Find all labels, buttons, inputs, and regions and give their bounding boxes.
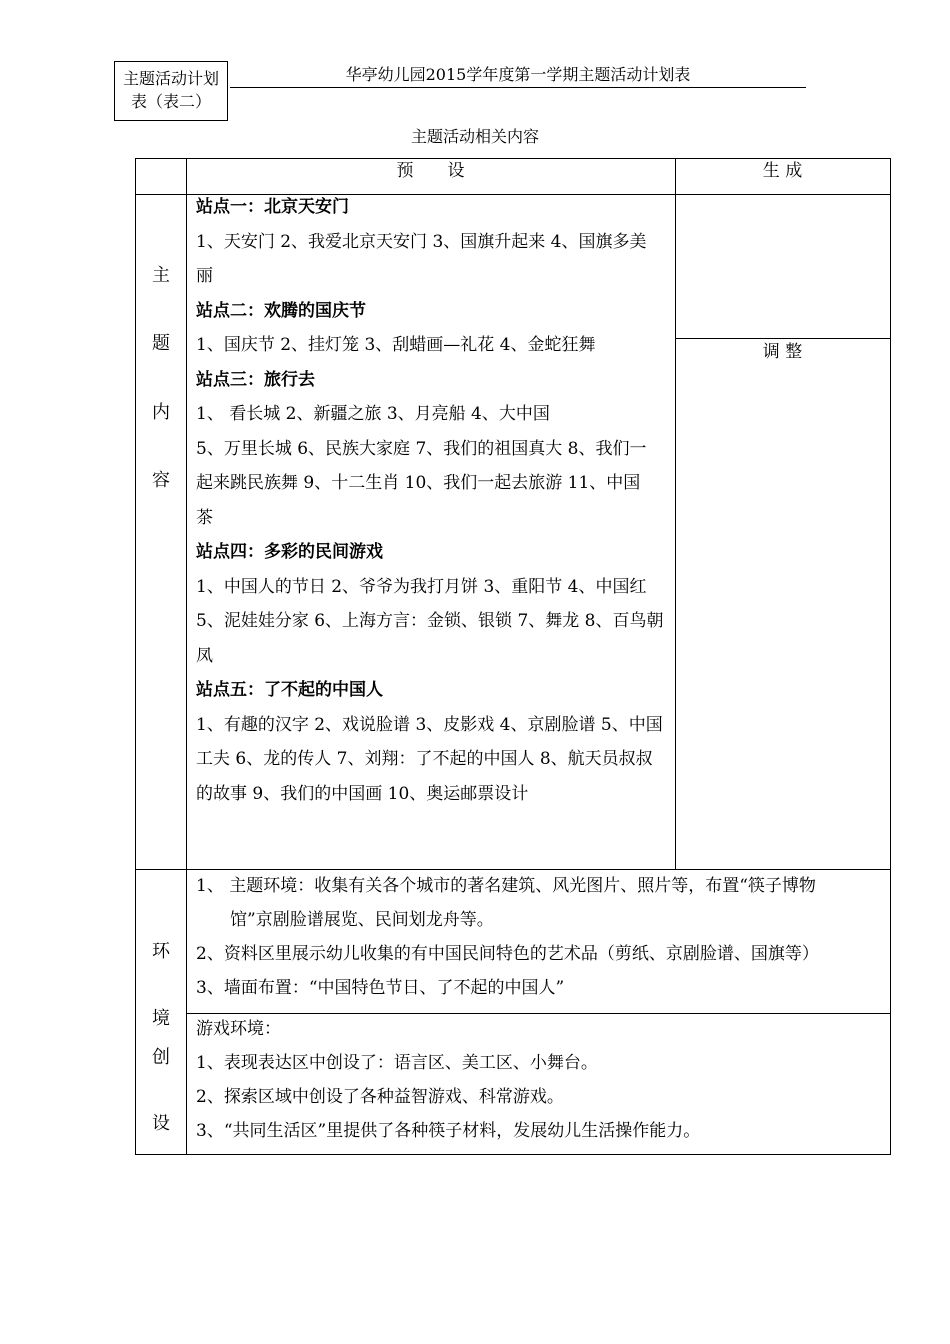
station-line: 5、万里长城 6、民族大家庭 7、我们的祖国真大 8、我们一 [196, 438, 647, 459]
env-line: 3、“共同生活区”里提供了各种筷子材料，发展幼儿生活操作能力。 [196, 1121, 701, 1141]
game-environment [196, 1012, 890, 1148]
adjust-label: 调 整 [762, 342, 803, 362]
env-line: 2、探索区域中创设了各种益智游戏、科常游戏。 [196, 1087, 564, 1107]
column-header-generated: 生 成 [762, 161, 803, 181]
station-line: 1、国庆节 2、挂灯笼 3、刮蜡画—礼花 4、金蛇狂舞 [196, 335, 596, 355]
env-label-char: 创 [152, 1047, 170, 1068]
station-line: 1、中国人的节日 2、爷爷为我打月饼 3、重阳节 4、中国红 [196, 576, 647, 597]
env-line: 3、墙面布置：“中国特色节日、了不起的中国人” [196, 978, 565, 998]
env-label-char: 境 [152, 1008, 170, 1029]
station-line: 茶 [196, 507, 213, 528]
title-underline [230, 87, 806, 88]
theme-label-char: 容 [152, 470, 170, 491]
env-line: 馆”京剧脸谱展览、民间划龙舟等。 [230, 910, 494, 930]
plan-table-label: 主题活动计划表（表二） [114, 61, 228, 121]
theme-label-char: 主 [152, 265, 170, 286]
section-subtitle: 主题活动相关内容 [410, 127, 539, 146]
station-title: 站点三：旅行去 [196, 369, 315, 390]
env-line: 1、 主题环境：收集有关各个城市的著名建筑、风光图片、照片等，布置“筷子博物 [196, 876, 816, 896]
env-label-char: 环 [152, 941, 170, 962]
column-header-preset: 预 设 [396, 161, 465, 181]
station-line: 起来跳民族舞 9、十二生肖 10、我们一起去旅游 11、中国 [196, 473, 641, 493]
station-line: 1、有趣的汉字 2、戏说脸谱 3、皮影戏 4、京剧脸谱 5、中国 [196, 714, 663, 735]
env-label-char: 设 [152, 1113, 170, 1134]
station-title: 站点一：北京天安门 [196, 197, 349, 217]
theme-environment [196, 869, 890, 1005]
station-title: 站点二：欢腾的国庆节 [196, 300, 366, 321]
station-line: 5、泥娃娃分家 6、上海方言：金锁、银锁 7、舞龙 8、百鸟朝 [196, 611, 664, 631]
env-line: 游戏环境： [196, 1019, 281, 1039]
station-line: 1、 看长城 2、新疆之旅 3、月亮船 4、大中国 [196, 404, 550, 424]
station-line: 1、天安门 2、我爱北京天安门 3、国旗升起来 4、国旗多美 [196, 231, 647, 252]
station-line: 丽 [196, 266, 213, 286]
station-line: 工夫 6、龙的传人 7、刘翔：了不起的中国人 8、航天员叔叔 [196, 749, 653, 769]
theme-content [196, 190, 672, 811]
station-line: 凤 [196, 645, 213, 666]
env-line: 1、表现表达区中创设了：语言区、美工区、小舞台。 [196, 1053, 598, 1073]
env-line: 2、资料区里展示幼儿收集的有中国民间特色的艺术品（剪纸、京剧脸谱、国旗等） [196, 944, 819, 964]
document-title: 华亭幼儿园2015学年度第一学期主题活动计划表 [345, 65, 691, 84]
station-title: 站点五：了不起的中国人 [196, 680, 383, 700]
theme-label-char: 内 [152, 402, 170, 423]
station-line: 的故事 9、我们的中国画 10、奥运邮票设计 [196, 783, 529, 804]
theme-label-char: 题 [152, 333, 170, 354]
station-title: 站点四：多彩的民间游戏 [196, 542, 383, 562]
